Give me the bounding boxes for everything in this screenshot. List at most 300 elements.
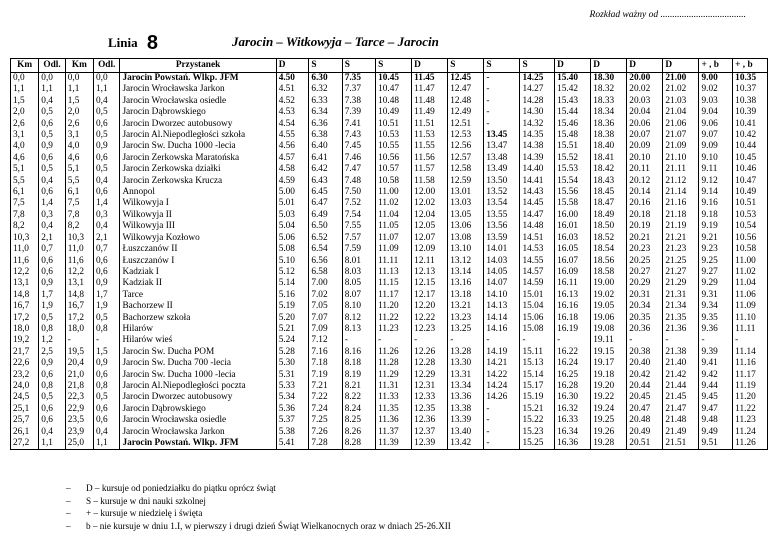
km-cumulative-alt: 6,1 <box>65 187 93 198</box>
distance: 1,7 <box>39 290 65 301</box>
stop-name: Jarocin Al.Niepodległości poczta <box>120 381 276 392</box>
departure-time: 14.22 <box>484 370 520 381</box>
departure-time: 12.11 <box>412 256 448 267</box>
departure-time: 11.13 <box>376 267 412 278</box>
distance: 0,6 <box>39 153 65 164</box>
stop-name: Łuszczanów I <box>120 256 276 267</box>
departure-time: 13.18 <box>448 290 484 301</box>
departure-time: 21.18 <box>663 210 699 221</box>
departure-time: 13.08 <box>448 233 484 244</box>
departure-time: 7.55 <box>342 221 375 232</box>
departure-time: 10.53 <box>376 130 412 141</box>
departure-time: 11.09 <box>376 244 412 255</box>
km-cumulative-alt: 4,0 <box>65 141 93 152</box>
departure-time: 4.58 <box>276 164 309 175</box>
legend-text: S – kursuje w dni nauki szkolnej <box>86 495 206 506</box>
km-cumulative: 25,1 <box>11 404 39 415</box>
departure-time: 5.08 <box>276 244 309 255</box>
departure-time: 13.50 <box>484 176 520 187</box>
header-row <box>11 59 768 73</box>
departure-time: - <box>484 335 520 346</box>
departure-time: 11.24 <box>733 427 768 438</box>
bullet-dash: – <box>66 520 71 531</box>
distance-alt: 0,9 <box>94 358 120 369</box>
distance-alt: 0,0 <box>94 73 120 85</box>
distance: 0,6 <box>39 404 65 415</box>
legend-text: b – nie kursuje w dniu 1.I, w pierwszy i drugi dzień Świąt Wielkanocnych oraz w dniach 25-26.XII <box>86 520 451 531</box>
departure-time: 8.19 <box>342 370 375 381</box>
departure-time: 11.35 <box>376 404 412 415</box>
departure-time: 7.09 <box>309 324 342 335</box>
departure-time: 14.39 <box>520 153 555 164</box>
departure-time: 5.10 <box>276 256 309 267</box>
departure-time: 9.04 <box>699 107 733 118</box>
table-row <box>11 256 768 267</box>
column-header: Km <box>65 59 93 73</box>
km-cumulative: 5,5 <box>11 176 39 187</box>
column-header: Km <box>11 59 39 73</box>
departure-time: 20.42 <box>627 370 663 381</box>
departure-time: 10.58 <box>376 176 412 187</box>
departure-time: 16.11 <box>555 278 591 289</box>
stop-name: Wilkowyja III <box>120 221 276 232</box>
km-cumulative-alt: 5,1 <box>65 164 93 175</box>
departure-time: 21.29 <box>663 278 699 289</box>
departure-time: 12.39 <box>412 438 448 450</box>
departure-time: 9.29 <box>699 278 733 289</box>
departure-time: 7.41 <box>342 119 375 130</box>
table-row <box>11 187 768 198</box>
departure-time: 12.09 <box>412 244 448 255</box>
departure-time: 5.36 <box>276 404 309 415</box>
departure-time: 12.56 <box>448 141 484 152</box>
departure-time: 15.17 <box>520 381 555 392</box>
departure-time: 5.03 <box>276 210 309 221</box>
departure-time: 14.16 <box>484 324 520 335</box>
stop-name: Annopol <box>120 187 276 198</box>
departure-time: 11.48 <box>412 96 448 107</box>
table-row <box>11 107 768 118</box>
departure-time: 5.37 <box>276 415 309 426</box>
departure-time: 15.25 <box>520 438 555 450</box>
km-cumulative: 2,6 <box>11 119 39 130</box>
departure-time: 9.09 <box>699 141 733 152</box>
departure-time: 19.18 <box>591 370 627 381</box>
departure-time: 21.12 <box>663 176 699 187</box>
departure-time: 11.39 <box>376 438 412 450</box>
departure-time: 20.27 <box>627 267 663 278</box>
departure-time: 7.12 <box>309 335 342 346</box>
departure-time: 18.56 <box>591 256 627 267</box>
departure-time: 20.21 <box>627 233 663 244</box>
departure-time: 11.15 <box>376 278 412 289</box>
departure-time: 6.47 <box>309 198 342 209</box>
stop-name: Hilarów wieś <box>120 335 276 346</box>
distance-alt: 0,6 <box>94 267 120 278</box>
departure-time: 14.25 <box>520 73 555 85</box>
table-row <box>11 130 768 141</box>
table-row <box>11 221 768 232</box>
departure-time: 11.00 <box>733 256 768 267</box>
departure-time: 11.51 <box>412 119 448 130</box>
table-row <box>11 119 768 130</box>
departure-time: 7.46 <box>342 153 375 164</box>
departure-time: 14.48 <box>520 221 555 232</box>
departure-time: 15.51 <box>555 141 591 152</box>
departure-time: 16.01 <box>555 221 591 232</box>
distance: 0,5 <box>39 164 65 175</box>
departure-time: 18.30 <box>591 73 627 85</box>
departure-time: 8.13 <box>342 324 375 335</box>
distance-alt: 0,6 <box>94 404 120 415</box>
departure-time: 15.06 <box>520 313 555 324</box>
departure-time: - <box>484 427 520 438</box>
departure-time: 13.36 <box>448 392 484 403</box>
distance: 0,5 <box>39 392 65 403</box>
departure-time: 9.23 <box>699 244 733 255</box>
departure-time: 8.28 <box>342 438 375 450</box>
departure-time: 21.34 <box>663 301 699 312</box>
distance-alt: 0,4 <box>94 427 120 438</box>
departure-time: 9.36 <box>699 324 733 335</box>
distance-alt: 0,5 <box>94 392 120 403</box>
departure-time: 21.21 <box>663 233 699 244</box>
departure-time: 18.40 <box>591 141 627 152</box>
departure-time: 10.41 <box>733 119 768 130</box>
distance-alt: - <box>94 335 120 346</box>
column-header: D <box>412 59 448 73</box>
km-cumulative-alt: 17,2 <box>65 313 93 324</box>
departure-time: 18.54 <box>591 244 627 255</box>
line-number: 8 <box>146 32 158 54</box>
departure-time: 9.41 <box>699 358 733 369</box>
departure-time: 14.57 <box>520 267 555 278</box>
distance: 0,5 <box>39 107 65 118</box>
departure-time: 13.42 <box>448 438 484 450</box>
departure-time: 7.16 <box>309 347 342 358</box>
departure-time: 7.37 <box>342 84 375 95</box>
departure-time: 10.47 <box>376 84 412 95</box>
departure-time: 21.04 <box>663 107 699 118</box>
distance-alt: 0,4 <box>94 96 120 107</box>
departure-time: 20.04 <box>627 107 663 118</box>
departure-time: 7.22 <box>309 392 342 403</box>
departure-time: 11.04 <box>376 210 412 221</box>
departure-time: 5.41 <box>276 438 309 450</box>
column-header: S <box>376 59 412 73</box>
departure-time: 15.19 <box>520 392 555 403</box>
departure-time: 18.38 <box>591 130 627 141</box>
distance: 0,9 <box>39 278 65 289</box>
departure-time: 9.06 <box>699 119 733 130</box>
km-cumulative-alt: 8,2 <box>65 221 93 232</box>
table-row <box>11 392 768 403</box>
departure-time: 11.20 <box>733 392 768 403</box>
departure-time: 11.04 <box>733 278 768 289</box>
departure-time: 14.27 <box>520 84 555 95</box>
departure-time: 19.20 <box>591 381 627 392</box>
table-row <box>11 370 768 381</box>
departure-time: 16.09 <box>555 267 591 278</box>
departure-time: 14.45 <box>520 198 555 209</box>
departure-time: 7.45 <box>342 141 375 152</box>
departure-time: 11.05 <box>376 221 412 232</box>
departure-time: 12.47 <box>448 84 484 95</box>
departure-time: 11.57 <box>412 164 448 175</box>
departure-time: 12.53 <box>448 130 484 141</box>
departure-time: 11.31 <box>376 381 412 392</box>
departure-time: 8.21 <box>342 381 375 392</box>
table-row <box>11 176 768 187</box>
departure-time: 5.19 <box>276 301 309 312</box>
distance-alt: 1,5 <box>94 347 120 358</box>
departure-time: 13.47 <box>484 141 520 152</box>
departure-time: 16.34 <box>555 427 591 438</box>
departure-time: 12.20 <box>412 301 448 312</box>
departure-time: 5.00 <box>276 187 309 198</box>
stop-name: Jarocin Powstań. Wlkp. JFM <box>120 438 276 450</box>
departure-time: 9.11 <box>699 164 733 175</box>
departure-time: 4.51 <box>276 84 309 95</box>
departure-time: 16.25 <box>555 370 591 381</box>
departure-time: 12.17 <box>412 290 448 301</box>
km-cumulative: 12,2 <box>11 267 39 278</box>
departure-time: 21.47 <box>663 404 699 415</box>
departure-time: 16.36 <box>555 438 591 450</box>
departure-time: 15.22 <box>520 415 555 426</box>
km-cumulative: 13,1 <box>11 278 39 289</box>
departure-time: - <box>484 96 520 107</box>
departure-time: 5.01 <box>276 198 309 209</box>
table-row <box>11 404 768 415</box>
legend-item <box>66 495 451 508</box>
departure-time: 4.50 <box>276 73 309 85</box>
legend-text: + – kursuje w niedzielę i święta <box>86 508 203 519</box>
departure-time: 10.49 <box>376 107 412 118</box>
departure-time: 8.03 <box>342 267 375 278</box>
departure-time: - <box>699 335 733 346</box>
departure-time: 12.02 <box>412 198 448 209</box>
departure-time: 12.35 <box>412 404 448 415</box>
departure-time: 9.25 <box>699 256 733 267</box>
departure-time: 12.45 <box>448 73 484 85</box>
km-cumulative-alt: 3,1 <box>65 130 93 141</box>
bullet-dash: – <box>66 495 71 506</box>
departure-time: 5.06 <box>276 233 309 244</box>
distance-alt: 0,7 <box>94 244 120 255</box>
km-cumulative-alt: 7,8 <box>65 210 93 221</box>
departure-time: 13.49 <box>484 164 520 175</box>
departure-time: 21.31 <box>663 290 699 301</box>
distance-alt: 2,1 <box>94 233 120 244</box>
departure-time: 9.48 <box>699 415 733 426</box>
departure-time: 6.58 <box>309 267 342 278</box>
departure-time: 21.14 <box>663 187 699 198</box>
departure-time: 14.32 <box>520 119 555 130</box>
departure-time: 7.24 <box>309 404 342 415</box>
departure-time: 12.15 <box>412 278 448 289</box>
km-cumulative-alt: 4,6 <box>65 153 93 164</box>
distance-alt: 0,6 <box>94 415 120 426</box>
departure-time: 10.49 <box>733 187 768 198</box>
departure-time: 21.48 <box>663 415 699 426</box>
departure-time: 6.41 <box>309 153 342 164</box>
departure-time: 21.25 <box>663 256 699 267</box>
distance-alt: 0,5 <box>94 107 120 118</box>
departure-time: - <box>520 335 555 346</box>
departure-time: 13.28 <box>448 347 484 358</box>
km-cumulative-alt: 2,6 <box>65 119 93 130</box>
departure-time: 20.12 <box>627 176 663 187</box>
departure-time: 20.14 <box>627 187 663 198</box>
departure-time: 13.54 <box>484 198 520 209</box>
km-cumulative: 22,6 <box>11 358 39 369</box>
km-cumulative-alt: 19,5 <box>65 347 93 358</box>
distance-alt: 0,9 <box>94 141 120 152</box>
stop-name: Wilkowyja Kozłowo <box>120 233 276 244</box>
departure-time: 14.43 <box>520 187 555 198</box>
stop-name: Jarocin Żerkowska Maratońska <box>120 153 276 164</box>
departure-time: 9.31 <box>699 290 733 301</box>
departure-time: 9.42 <box>699 370 733 381</box>
departure-time: 14.19 <box>484 347 520 358</box>
distance-alt: 0,5 <box>94 313 120 324</box>
distance-alt: 0,6 <box>94 119 120 130</box>
departure-time: 8.25 <box>342 415 375 426</box>
departure-time: 18.41 <box>591 153 627 164</box>
departure-time: 12.59 <box>448 176 484 187</box>
distance: 2,1 <box>39 233 65 244</box>
departure-time: 11.37 <box>376 427 412 438</box>
departure-time: 15.40 <box>555 73 591 85</box>
km-cumulative-alt: 0,0 <box>65 73 93 85</box>
stop-name: Bachorzew szkoła <box>120 313 276 324</box>
bullet-dash: – <box>66 483 71 493</box>
departure-time: 14.47 <box>520 210 555 221</box>
table-row <box>11 267 768 278</box>
departure-time: 11.06 <box>733 290 768 301</box>
column-header: D <box>555 59 591 73</box>
departure-time: 12.58 <box>448 164 484 175</box>
departure-time: 11.28 <box>376 358 412 369</box>
table-row <box>11 335 768 346</box>
departure-time: 21.02 <box>663 84 699 95</box>
departure-time: 12.36 <box>412 415 448 426</box>
departure-time: 14.05 <box>484 267 520 278</box>
km-cumulative: 24,0 <box>11 381 39 392</box>
departure-time: 20.44 <box>627 381 663 392</box>
departure-time: 14.30 <box>520 107 555 118</box>
departure-time: 9.14 <box>699 187 733 198</box>
distance-alt: 0,8 <box>94 381 120 392</box>
departure-time: 5.34 <box>276 392 309 403</box>
departure-time: 11.22 <box>376 313 412 324</box>
column-header: D <box>627 59 663 73</box>
departure-time: 6.32 <box>309 84 342 95</box>
timetable-body <box>11 73 768 450</box>
departure-time: 9.21 <box>699 233 733 244</box>
km-cumulative: 16,7 <box>11 301 39 312</box>
departure-time: 13.38 <box>448 404 484 415</box>
departure-time: 10.39 <box>733 107 768 118</box>
departure-time: 12.57 <box>448 153 484 164</box>
departure-time: 15.52 <box>555 153 591 164</box>
departure-time: 13.31 <box>448 370 484 381</box>
departure-time: 12.33 <box>412 392 448 403</box>
departure-time: 7.50 <box>342 187 375 198</box>
departure-time: 12.22 <box>412 313 448 324</box>
departure-time: 21.45 <box>663 392 699 403</box>
departure-time: 11.09 <box>733 301 768 312</box>
departure-time: 14.24 <box>484 381 520 392</box>
departure-time: 18.49 <box>591 210 627 221</box>
departure-time: 11.49 <box>412 107 448 118</box>
departure-time: 8.07 <box>342 290 375 301</box>
departure-time: - <box>484 107 520 118</box>
departure-time: 9.47 <box>699 404 733 415</box>
departure-time: 12.51 <box>448 119 484 130</box>
departure-time: 8.01 <box>342 256 375 267</box>
km-cumulative-alt: 23,5 <box>65 415 93 426</box>
departure-time: 19.02 <box>591 290 627 301</box>
departure-time: 21.36 <box>663 324 699 335</box>
departure-time: 11.53 <box>412 130 448 141</box>
departure-time: 21.11 <box>663 164 699 175</box>
table-row <box>11 381 768 392</box>
distance-alt: 0,3 <box>94 210 120 221</box>
column-header: S <box>520 59 555 73</box>
departure-time: 20.23 <box>627 244 663 255</box>
departure-time: 20.02 <box>627 84 663 95</box>
table-row <box>11 210 768 221</box>
departure-time: 18.36 <box>591 119 627 130</box>
departure-time: 10.54 <box>733 221 768 232</box>
departure-time: 21.44 <box>663 381 699 392</box>
km-cumulative: 23,2 <box>11 370 39 381</box>
departure-time: 21.27 <box>663 267 699 278</box>
table-row <box>11 141 768 152</box>
departure-time: 8.24 <box>342 404 375 415</box>
departure-time: 11.14 <box>733 347 768 358</box>
table-row <box>11 301 768 312</box>
departure-time: 7.25 <box>309 415 342 426</box>
departure-time: 10.46 <box>733 164 768 175</box>
departure-time: 14.14 <box>484 313 520 324</box>
table-row <box>11 427 768 438</box>
departure-time: 20.48 <box>627 415 663 426</box>
departure-time: 12.31 <box>412 381 448 392</box>
departure-time: 20.36 <box>627 324 663 335</box>
km-cumulative-alt: 18,0 <box>65 324 93 335</box>
departure-time: 5.16 <box>276 290 309 301</box>
departure-time: 19.06 <box>591 313 627 324</box>
distance: 1,2 <box>39 335 65 346</box>
departure-time: 11.16 <box>733 358 768 369</box>
departure-time: 9.39 <box>699 347 733 358</box>
departure-time: - <box>484 438 520 450</box>
km-cumulative-alt: 7,5 <box>65 198 93 209</box>
km-cumulative: 3,1 <box>11 130 39 141</box>
stop-name: Wilkowyja II <box>120 210 276 221</box>
line-label-text: Linia <box>108 35 138 50</box>
km-cumulative: 7,8 <box>11 210 39 221</box>
departure-time: 11.11 <box>376 256 412 267</box>
departure-time: 6.33 <box>309 96 342 107</box>
departure-time: 13.25 <box>448 324 484 335</box>
departure-time: 7.35 <box>342 73 375 85</box>
distance-alt: 0,4 <box>94 176 120 187</box>
distance-alt: 1,4 <box>94 198 120 209</box>
